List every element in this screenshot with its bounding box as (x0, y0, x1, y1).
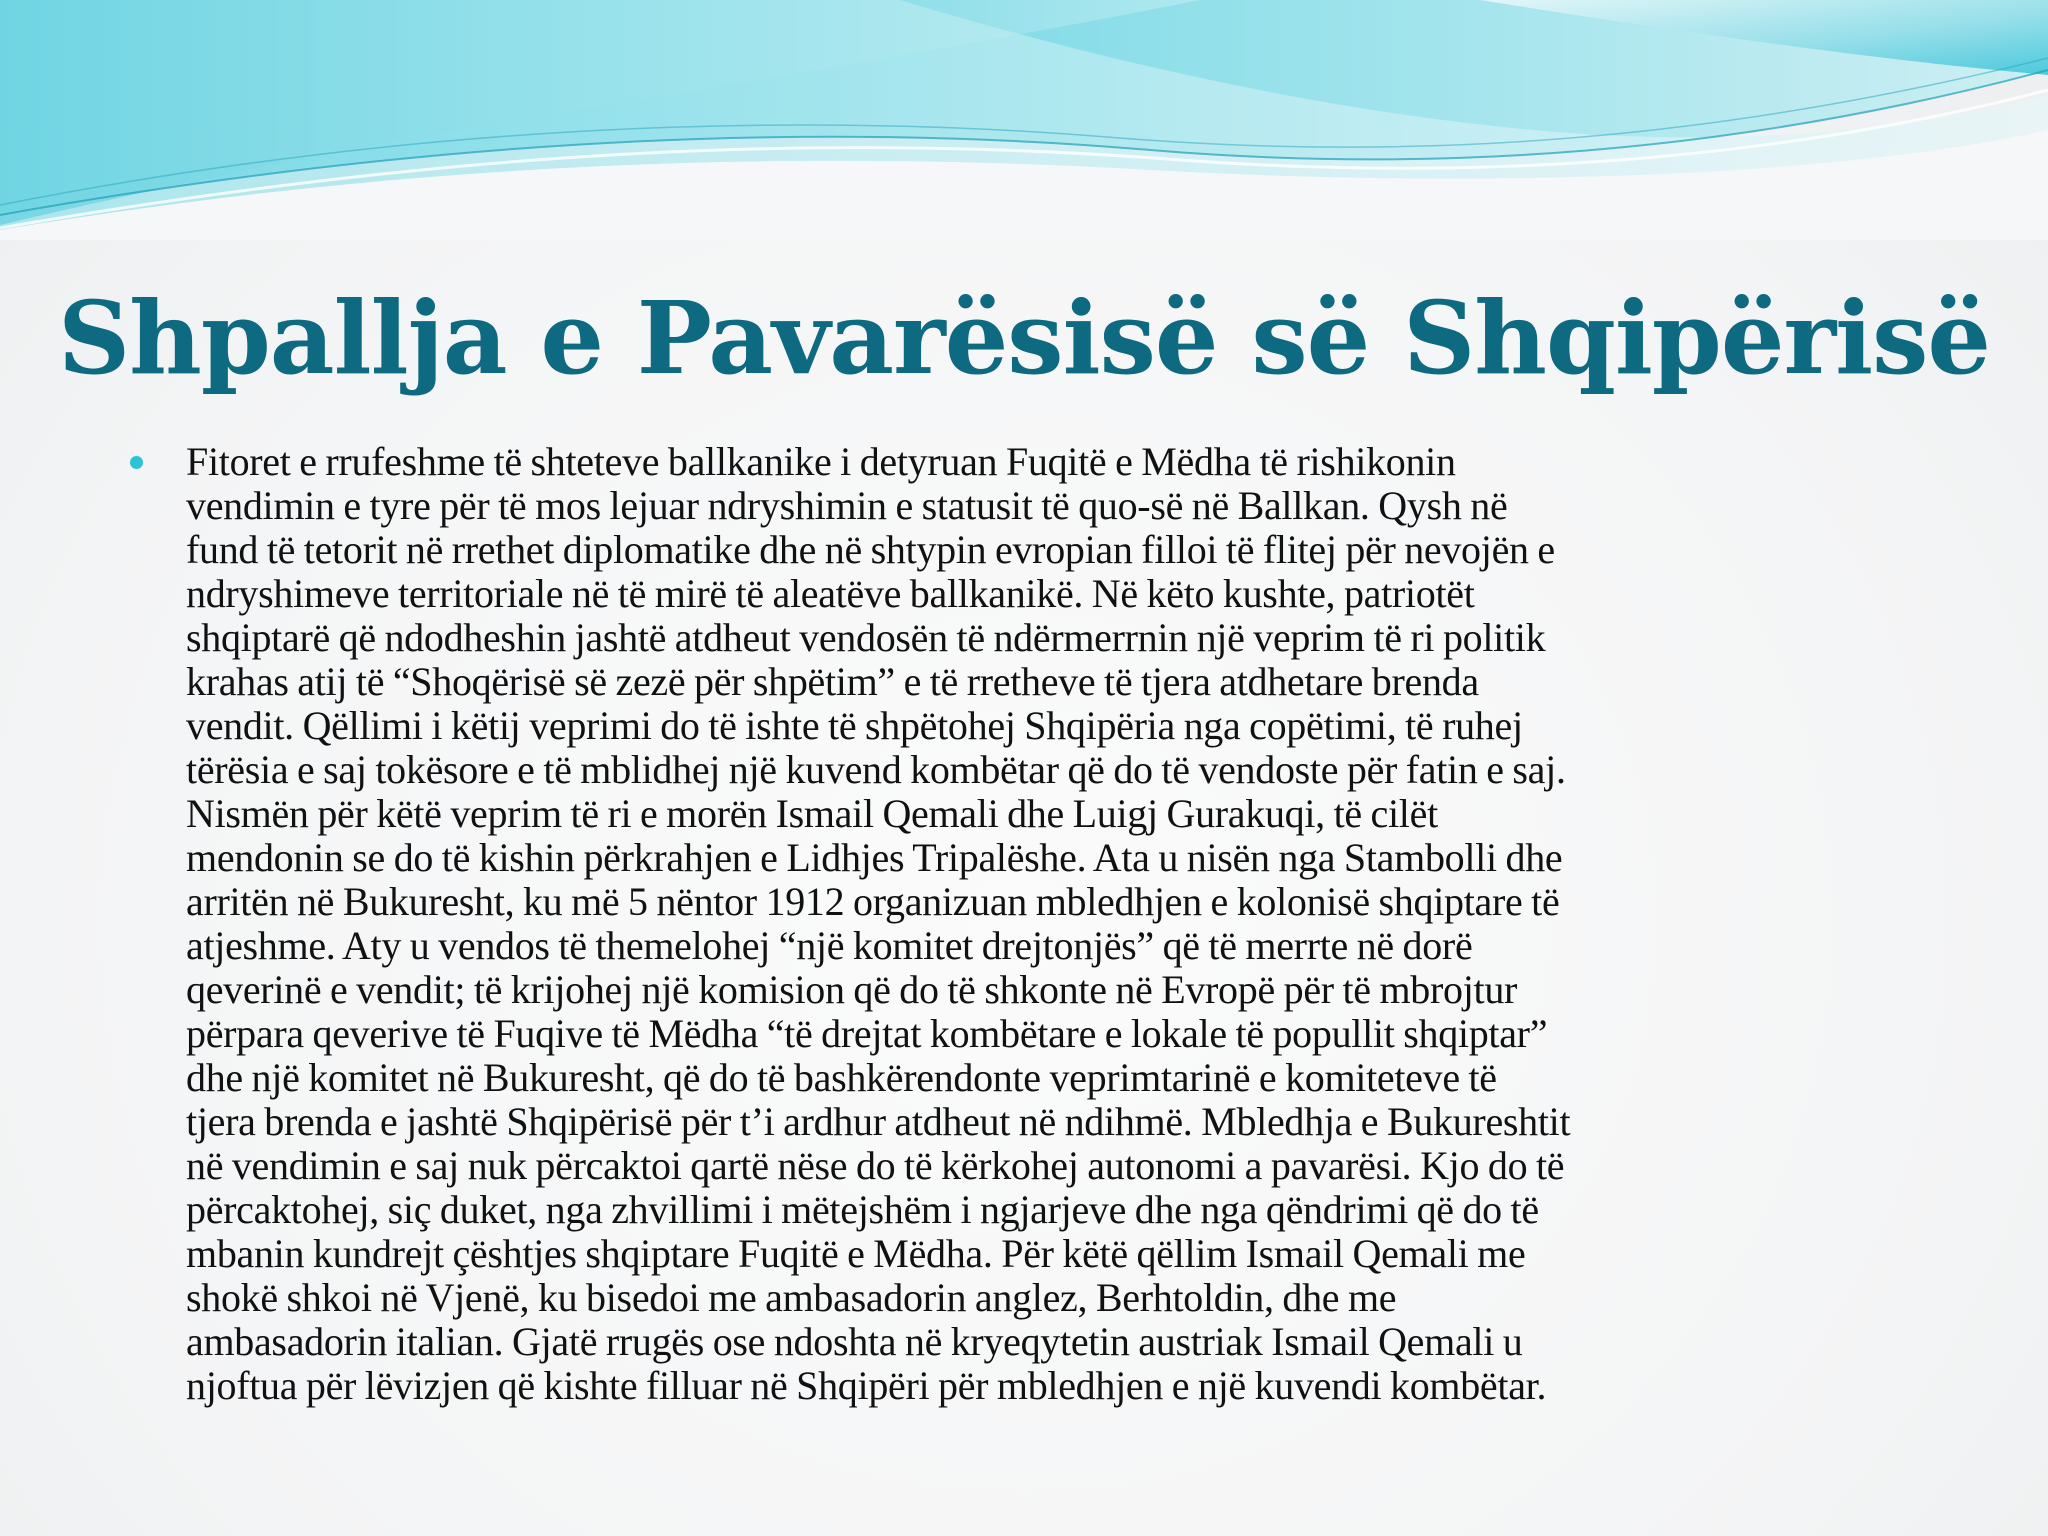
text-line: mbanin kundrejt çështjes shqiptare Fuqitë e Mëdha. Për këtë qëllim Ismail Qemali me (186, 1231, 1526, 1276)
text-line: krahas atij të “Shoqërisë së zezë për shpëtim” e të rretheve të tjera atdhetare brenda (186, 659, 1479, 704)
text-line: Nismën për këtë veprim të ri e morën Ismail Qemali dhe Luigj Gurakuqi, të cilët (186, 791, 1438, 836)
bullet-item (130, 440, 1930, 1408)
slide-content (130, 440, 1930, 1408)
text-line: shqiptarë që ndodheshin jashtë atdheut vendosën të ndërmerrnin një veprim të ri politik (186, 615, 1546, 660)
slide-title: Shpallja e Pavarësisë së Shqipërisë (57, 279, 1991, 397)
text-line: arritën në Bukuresht, ku më 5 nëntor 1912 organizuan mbledhjen e kolonisë shqiptare të (186, 879, 1560, 924)
text-line: Fitoret e rrufeshme të shteteve ballkanike i detyruan Fuqitë e Mëdha të rishikonin (186, 439, 1456, 484)
text-line: vendimin e tyre për të mos lejuar ndryshimin e statusit të quo-së në Ballkan. Qysh në (186, 483, 1508, 528)
bullet-text (186, 440, 1930, 1408)
text-line: fund të tetorit në rrethet diplomatike dhe në shtypin evropian filloi të flitej për nevojën e (186, 527, 1555, 572)
text-line: ambasadorin italian. Gjatë rrugës ose ndoshta në kryeqytetin austriak Ismail Qemali u (186, 1319, 1523, 1364)
text-line: përcaktohej, siç duket, nga zhvillimi i mëtejshëm i ngjarjeve dhe nga qëndrimi që do të (186, 1187, 1539, 1232)
text-line: qeverinë e vendit; të krijohej një komision që do të shkonte në Evropë për të mbrojtur (186, 967, 1518, 1012)
text-line: dhe një komitet në Bukuresht, që do të bashkërendonte veprimtarinë e komiteteve të (186, 1055, 1497, 1100)
wave-header-decoration (0, 0, 2048, 240)
text-line: tjera brenda e jashtë Shqipërisë për t’i ardhur atdheut në ndihmë. Mbledhja e Bukureshtit (186, 1099, 1571, 1144)
text-line: në vendimin e saj nuk përcaktoi qartë nëse do të kërkohej autonomi a pavarësi. Kjo do të (186, 1143, 1565, 1188)
text-line: tërësia e saj tokësore e të mblidhej një kuvend kombëtar që do të vendoste për fatin e saj. (186, 747, 1566, 792)
text-line: mendonin se do të kishin përkrahjen e Lidhjes Tripalëshe. Ata u nisën nga Stambolli dhe (186, 835, 1563, 880)
text-line: vendit. Qëllimi i këtij veprimi do të ishte të shpëtohej Shqipëria nga copëtimi, të ruhej (186, 703, 1523, 748)
text-line: njoftua për lëvizjen që kishte filluar në Shqipëri për mbledhjen e një kuvendi kombëtar. (186, 1363, 1547, 1408)
text-line: shokë shkoi në Vjenë, ku bisedoi me ambasadorin anglez, Berhtoldin, dhe me (186, 1275, 1397, 1320)
text-line: përpara qeverive të Fuqive të Mëdha “të drejtat kombëtare e lokale të popullit shqiptar” (186, 1011, 1548, 1056)
text-line: ndryshimeve territoriale në të mirë të aleatëve ballkanikë. Në këto kushte, patriotët (186, 571, 1475, 616)
text-line: atjeshme. Aty u vendos të themelohej “një komitet drejtonjës” që të merrte në dorë (186, 923, 1473, 968)
bullet-dot-icon (130, 456, 143, 469)
